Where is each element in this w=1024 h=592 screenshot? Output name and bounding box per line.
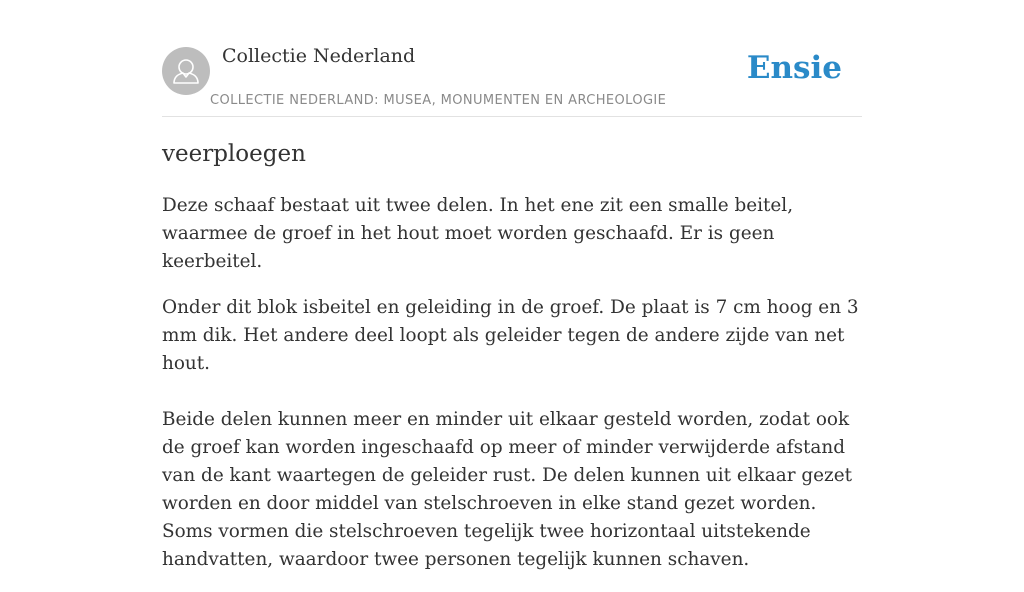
article-paragraph-1: Deze schaaf bestaat uit twee delen. In het ene zit een smalle beitel, waarmee de groef in het hout moet worden geschaafd. Er is geen keerbeitel. — [162, 195, 794, 272]
avatar[interactable] — [162, 47, 210, 95]
user-silhouette-icon — [162, 47, 210, 95]
collection-name[interactable]: COLLECTIE NEDERLAND: MUSEA, MONUMENTEN EN ARCHEOLOGIE — [210, 93, 667, 108]
header — [162, 0, 862, 117]
brand-logo[interactable]: Ensie — [746, 50, 842, 86]
author-name[interactable]: Collectie Nederland — [222, 45, 416, 67]
article — [162, 138, 862, 592]
article-paragraph-2: Onder dit blok isbeitel en geleiding in de groef. De plaat is 7 cm hoog en 3 mm dik. Het andere deel loopt als geleider tegen de andere zijde van net hout. Beide delen kunnen meer en minder uit elkaar gesteld worden, zodat ook de groef kan worden ingeschaafd op meer of minder verwijderde afstand van de kant waartegen de geleider rust. De delen kunnen uit elkaar gezet worden en door middel van stelschroeven in elke stand gezet worden. Soms vormen die stelschroeven tegelijk twee horizontaal uitstekende handvatten, waardoor twee personen tegelijk kunnen schaven. — [162, 297, 859, 570]
article-title: veerploegen — [162, 141, 306, 167]
